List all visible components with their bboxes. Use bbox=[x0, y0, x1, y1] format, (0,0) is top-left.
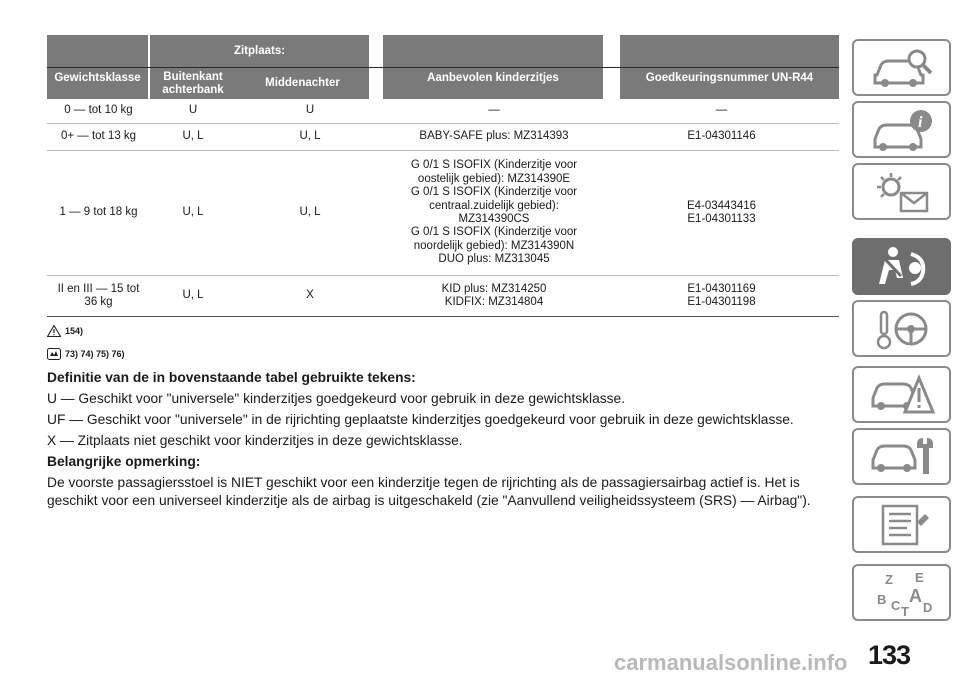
definition-u: U — Geschikt voor "universele" kinderzitjes goedgekeurd voor gebruik in deze gewichtsklasse. bbox=[47, 391, 626, 406]
seat-line: KIDFIX: MZ314804 bbox=[444, 296, 544, 308]
remark-heading: Belangrijke opmerking: bbox=[47, 454, 201, 469]
header-seat-group-label: Zitplaats: bbox=[233, 44, 286, 57]
specifications-list-icon bbox=[867, 502, 937, 548]
warning-note bbox=[47, 325, 167, 337]
caution-note-refs: 73) 74) 75) 76) bbox=[65, 349, 125, 359]
car-search-icon bbox=[867, 45, 937, 91]
index-letter: A bbox=[908, 585, 922, 606]
approval-line: E1-04301198 bbox=[687, 296, 756, 308]
approval-line: E1-04301133 bbox=[687, 213, 756, 225]
cell-outer: U, L bbox=[182, 130, 204, 143]
sidebar-tab-dashboard-lights[interactable] bbox=[852, 163, 951, 220]
header-rear-center bbox=[236, 68, 369, 99]
warning-note-ref: 154) bbox=[65, 326, 84, 336]
sidebar-tab-index[interactable] bbox=[852, 564, 951, 621]
index-letter: B bbox=[876, 591, 886, 607]
caution-hand-icon bbox=[47, 348, 61, 360]
cell-outer: U bbox=[188, 104, 198, 117]
caution-note bbox=[47, 348, 167, 360]
definition-uf: UF — Geschikt voor "universele" in de rijrichting geplaatste kinderzitjes goedgekeurd voor gebruik in deze gewichtsklasse. bbox=[47, 412, 794, 427]
remark-line-1: De voorste passagiersstoel is NIET geschikt voor een kinderzitje tegen de rijrichting als de passagiersairbag actief is. Het is bbox=[47, 475, 800, 490]
remark-line-2: geschikt voor een universeel kinderzitje als de airbag is uitgeschakeld (zie "Aanvullend veiligheidssysteem (SRS) — Airbag"). bbox=[47, 493, 811, 508]
sidebar-tab-specifications[interactable] bbox=[852, 496, 951, 553]
cell-center: U bbox=[305, 104, 315, 117]
sidebar-tab-driving[interactable] bbox=[852, 300, 951, 357]
cell-center: U, L bbox=[299, 206, 321, 219]
header-outer-rear bbox=[150, 68, 236, 99]
cell-approval: E1-04301146 bbox=[687, 130, 756, 143]
car-wrench-icon bbox=[867, 434, 937, 480]
cell-approval bbox=[604, 276, 839, 316]
table-row bbox=[47, 124, 839, 151]
cell-approval bbox=[604, 151, 839, 275]
table-header bbox=[47, 35, 839, 99]
watermark: carmanualsonline.info bbox=[614, 650, 848, 675]
header-rear-center-label: Middenachter bbox=[265, 77, 340, 89]
cell-seats: BABY-SAFE plus: MZ314393 bbox=[419, 130, 569, 143]
page-number: 133 bbox=[868, 640, 911, 670]
seat-line: noordelijk gebied): MZ314390N bbox=[413, 239, 575, 252]
header-weight-class-label: Gewichtsklasse bbox=[54, 72, 141, 84]
sidebar-tab-car-search[interactable] bbox=[852, 39, 951, 96]
cell-weight: 1 — 9 tot 18 kg bbox=[59, 206, 138, 219]
cell-outer: U, L bbox=[182, 289, 204, 302]
svg-text:i: i bbox=[917, 113, 922, 131]
cell-seats bbox=[384, 276, 604, 316]
seat-line: MZ314390CS bbox=[458, 213, 530, 225]
definition-x: X — Zitplaats niet geschikt voor kinderzitjes in deze gewichtsklasse. bbox=[47, 433, 463, 448]
header-recommended-seats-label: Aanbevolen kinderzitjes bbox=[427, 72, 559, 84]
table-row bbox=[47, 151, 839, 276]
seatbelt-airbag-icon bbox=[867, 244, 937, 290]
key-steering-wheel-icon bbox=[867, 306, 937, 352]
definitions-heading: Definitie van de in bovenstaande tabel gebruikte tekens: bbox=[47, 370, 416, 385]
seat-line: DUO plus: MZ313045 bbox=[438, 253, 550, 266]
cell-weight bbox=[47, 276, 150, 316]
alphabet-index-icon bbox=[867, 570, 937, 616]
cell-center: U, L bbox=[299, 130, 321, 143]
cell-outer: U, L bbox=[182, 206, 204, 219]
index-letter: E bbox=[914, 569, 924, 585]
index-letter: D bbox=[922, 599, 932, 615]
cell-weight: 0+ — tot 13 kg bbox=[60, 130, 137, 143]
cell-weight: 0 — tot 10 kg bbox=[64, 104, 133, 117]
sidebar-tab-maintenance[interactable] bbox=[852, 428, 951, 485]
header-seat-group bbox=[150, 35, 369, 67]
seat-line: centraal.zuidelijk gebied): bbox=[429, 199, 559, 212]
car-info-icon bbox=[867, 107, 937, 153]
cell-seats: — bbox=[488, 104, 500, 117]
index-letter: T bbox=[900, 603, 909, 616]
weight-line: 36 kg bbox=[84, 296, 113, 308]
header-rule bbox=[47, 67, 839, 68]
sidebar-tab-car-info[interactable] bbox=[852, 101, 951, 158]
weight-line: II en III — 15 tot bbox=[57, 282, 140, 295]
sidebar-tab-emergency[interactable] bbox=[852, 366, 951, 423]
seat-line: oostelijk gebied): MZ314390E bbox=[417, 172, 571, 185]
car-warning-icon bbox=[867, 372, 937, 418]
index-letter: Z bbox=[884, 571, 893, 587]
cell-center: X bbox=[306, 289, 314, 302]
seat-line: G 0/1 S ISOFIX (Kinderzitje voor bbox=[410, 186, 578, 199]
seat-line: G 0/1 S ISOFIX (Kinderzitje voor bbox=[410, 226, 578, 239]
table-row bbox=[47, 99, 839, 124]
seat-line: G 0/1 S ISOFIX (Kinderzitje voor bbox=[410, 159, 578, 172]
seat-line: KID plus: MZ314250 bbox=[441, 282, 547, 295]
header-approval-number-label: Goedkeuringsnummer UN-R44 bbox=[645, 72, 814, 84]
header-outer-rear-label: Buitenkant achterbank bbox=[162, 70, 224, 96]
table-row bbox=[47, 276, 839, 317]
index-letter: C bbox=[890, 597, 900, 613]
warning-triangle-icon bbox=[47, 325, 61, 337]
cell-seats bbox=[384, 151, 604, 275]
cell-approval: — bbox=[715, 104, 728, 117]
sidebar-tab-safety[interactable] bbox=[852, 238, 951, 295]
dashboard-lights-mail-icon bbox=[867, 169, 937, 215]
approval-line: E4-03443416 bbox=[686, 199, 757, 212]
approval-line: E1-04301169 bbox=[687, 282, 756, 295]
child-seat-table bbox=[47, 35, 839, 317]
